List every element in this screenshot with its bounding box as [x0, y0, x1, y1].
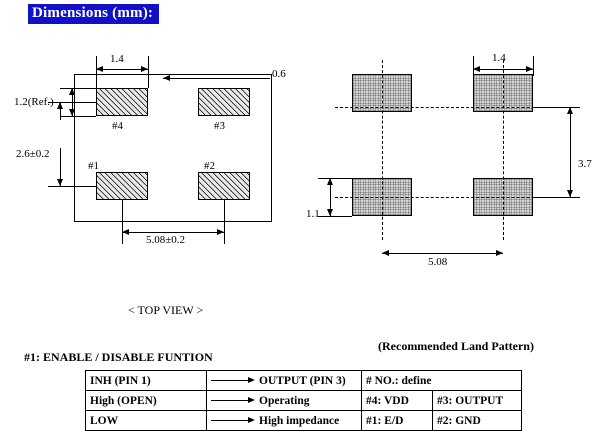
leader-0p6-tail — [248, 78, 270, 79]
cell-text: #3: OUTPUT — [437, 394, 504, 407]
cell-text: #2: GND — [437, 414, 481, 427]
ext-line-2p6-bottom — [48, 186, 96, 187]
dim-line-5p08 — [122, 232, 224, 233]
dim-arrow-1p2-top — [69, 88, 75, 95]
dim-arrow-2p6-top — [57, 102, 63, 109]
dim-arrow-1p4-left-start — [96, 66, 103, 72]
ext-line-1p2-bottom — [60, 116, 96, 117]
leader-0p6-line — [163, 78, 248, 79]
ext-line-5p08-right — [224, 200, 225, 244]
cell-pin1-ed — [362, 411, 433, 431]
pad-pin-4 — [96, 88, 148, 116]
cell-output-pin3 — [207, 371, 362, 391]
enable-disable-note: #1: ENABLE / DISABLE FUNTION — [24, 350, 213, 364]
ext-line-5p08-left — [122, 200, 123, 244]
corner-notch-top-left — [74, 74, 98, 92]
dim-label-span-h: 5.08 — [428, 256, 448, 268]
corner-notch-top-right — [248, 74, 272, 92]
dim-arrow-1p4-left-end — [141, 66, 148, 72]
ext-line-land-1p4-right — [533, 56, 534, 76]
ext-line-1p2-top — [60, 88, 96, 89]
dim-arrow-1p2-bottom — [69, 109, 75, 116]
pad-pin-2 — [198, 172, 250, 200]
cell-text: # NO.: define — [366, 374, 432, 387]
page-title: Dimensions (mm): — [28, 4, 159, 24]
dim-arrow-land-1p4-left — [473, 66, 480, 72]
cell-pin2-gnd — [433, 411, 522, 431]
dim-label-span-v: 3.7 — [578, 158, 592, 170]
leader-0p6-arrow — [163, 75, 170, 81]
dim-arrow-land-5p08-right — [496, 250, 503, 256]
cell-no-define — [362, 371, 522, 391]
cell-pin3-output — [433, 391, 522, 411]
cell-high-impedance — [207, 411, 362, 431]
dim-label-height-ref: 1.2(Ref.) — [14, 96, 54, 108]
cell-operating — [207, 391, 362, 411]
cell-text: High impedance — [259, 414, 340, 427]
arrow-icon — [211, 417, 255, 425]
ext-line-pad-right — [148, 56, 149, 88]
ext-line-pad-left — [96, 56, 97, 88]
dim-label-land-pad-width: 1.4 — [492, 52, 506, 64]
arrow-icon — [211, 377, 255, 385]
pin-label-2: #2 — [204, 160, 215, 172]
dim-label-land-pad-height: 1.1 — [306, 208, 320, 220]
cell-text: LOW — [90, 414, 119, 427]
table-row — [86, 391, 522, 411]
dim-arrow-3p7-bottom — [567, 190, 573, 197]
table-row — [86, 411, 522, 431]
cell-inh-pin1 — [86, 371, 207, 391]
centerline-vertical-left — [382, 60, 383, 240]
cell-high-open — [86, 391, 207, 411]
pad-pin-3 — [198, 88, 250, 116]
cell-text: INH (PIN 1) — [90, 374, 151, 387]
dim-arrow-land-5p08-left — [382, 250, 389, 256]
dim-label-corner: 0.6 — [272, 68, 286, 80]
pin-label-1: #1 — [88, 160, 99, 172]
corner-notch-bottom-right — [248, 204, 272, 222]
cell-pin4-vdd — [362, 391, 433, 411]
ext-line-1p1-top — [318, 178, 352, 179]
cell-text: #4: VDD — [366, 394, 409, 407]
pin-label-4: #4 — [112, 120, 123, 132]
dim-arrow-2p6-bottom — [57, 179, 63, 186]
cell-text: OUTPUT (PIN 3) — [259, 374, 346, 387]
dim-line-land-5p08 — [382, 253, 503, 254]
dim-arrow-1p1-top — [327, 178, 333, 185]
dim-line-3p7 — [570, 107, 571, 197]
cell-low — [86, 411, 207, 431]
dim-arrow-5p08-left — [122, 229, 129, 235]
dim-arrow-land-1p4-right — [526, 66, 533, 72]
dim-arrow-3p7-top — [567, 107, 573, 114]
corner-notch-bottom-left — [74, 204, 98, 222]
ext-line-1p1-bottom — [318, 216, 352, 217]
cell-text: High (OPEN) — [90, 394, 157, 407]
dim-arrow-1p1-bottom — [327, 209, 333, 216]
ext-line-3p7-bottom — [533, 197, 577, 198]
dim-label-pitch-v: 2.6±0.2 — [16, 148, 50, 160]
pad-pin-1 — [96, 172, 148, 200]
pin-label-3: #3 — [214, 120, 225, 132]
dim-label-pad-width-left: 1.4 — [110, 53, 124, 65]
arrow-icon — [211, 397, 255, 405]
top-view-caption: < TOP VIEW > — [128, 303, 204, 317]
ext-line-2p6-top — [48, 102, 96, 103]
dim-label-pitch-h: 5.08±0.2 — [146, 234, 186, 246]
dim-arrow-5p08-right — [217, 229, 224, 235]
land-pattern-caption: (Recommended Land Pattern) — [378, 339, 534, 353]
dim-line-land-1p4 — [473, 69, 533, 70]
pin-function-table — [85, 370, 522, 431]
table-row — [86, 371, 522, 391]
centerline-vertical-right — [503, 60, 504, 240]
cell-text: Operating — [259, 394, 310, 407]
cell-text: #1: E/D — [366, 414, 404, 427]
